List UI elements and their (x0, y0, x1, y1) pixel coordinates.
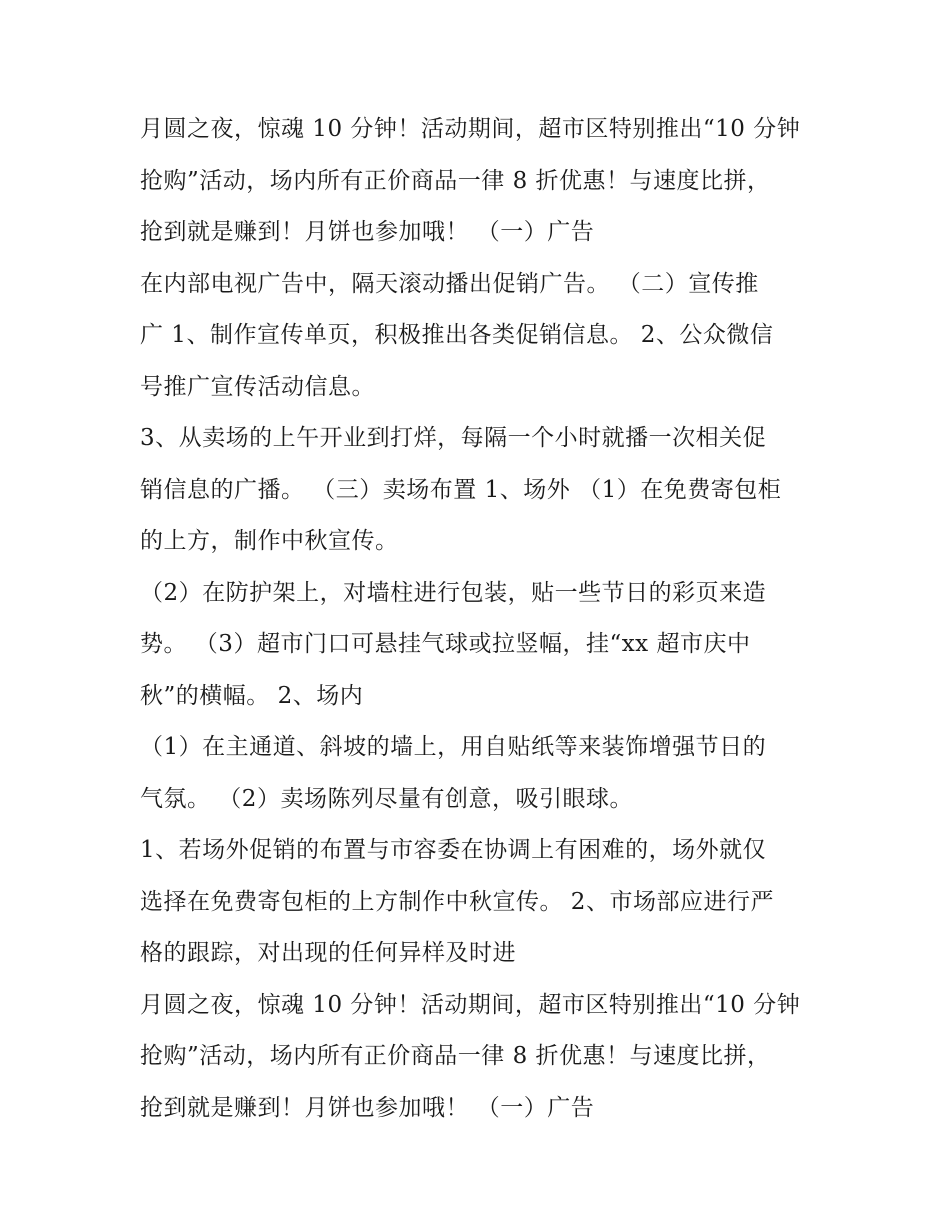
text-line: 的上方，制作中秋宣传。 (140, 528, 399, 554)
document-body (140, 104, 820, 1134)
text-line: 抢购”活动，场内所有正价商品一律 8 折优惠！与速度比拼， (140, 167, 771, 194)
text-line: 在内部电视广告中，隔天滚动播出促销广告。 （二）宣传推 (140, 270, 759, 297)
text-line: （1）在主通道、斜坡的墙上，用自贴纸等来装饰增强节日的 (140, 734, 767, 760)
text-line: 抢到就是赚到！月饼也参加哦！ （一）广告 (140, 1094, 595, 1121)
text-line: 广 1、制作宣传单页，积极推出各类促销信息。 2、公众微信 (140, 322, 774, 348)
text-line: 月圆之夜，惊魂 10 分钟！活动期间，超市区特别推出“10 分钟 (140, 116, 801, 142)
text-line: 销信息的广播。 （三）卖场布置 1、场外 （1）在免费寄包柜 (140, 476, 782, 503)
text-line: 秋”的横幅。 2、场内 (140, 682, 364, 709)
text-line: 月圆之夜，惊魂 10 分钟！活动期间，超市区特别推出“10 分钟 (140, 991, 801, 1018)
text-line: 抢到就是赚到！月饼也参加哦！ （一）广告 (140, 219, 595, 245)
text-line: 抢购”活动，场内所有正价商品一律 8 折优惠！与速度比拼， (140, 1043, 771, 1069)
text-line: 势。 （3）超市门口可悬挂气球或拉竖幅，挂“xx 超市庆中 (140, 631, 751, 657)
text-line: 号推广宣传活动信息。 (140, 373, 375, 400)
text-line: 3、从卖场的上午开业到打烊，每隔一个小时就播一次相关促 (140, 425, 767, 451)
text-line: 气氛。 （2）卖场陈列尽量有创意，吸引眼球。 (140, 785, 633, 812)
text-line: 选择在免费寄包柜的上方制作中秋宣传。 2、市场部应进行严 (140, 888, 774, 915)
text-line: 1、若场外促销的布置与市容委在协调上有困难的，场外就仅 (140, 837, 767, 863)
text-line: （2）在防护架上，对墙柱进行包装，贴一些节日的彩页来造 (140, 579, 767, 606)
text-line: 格的跟踪，对出现的任何异样及时进 (140, 940, 516, 966)
